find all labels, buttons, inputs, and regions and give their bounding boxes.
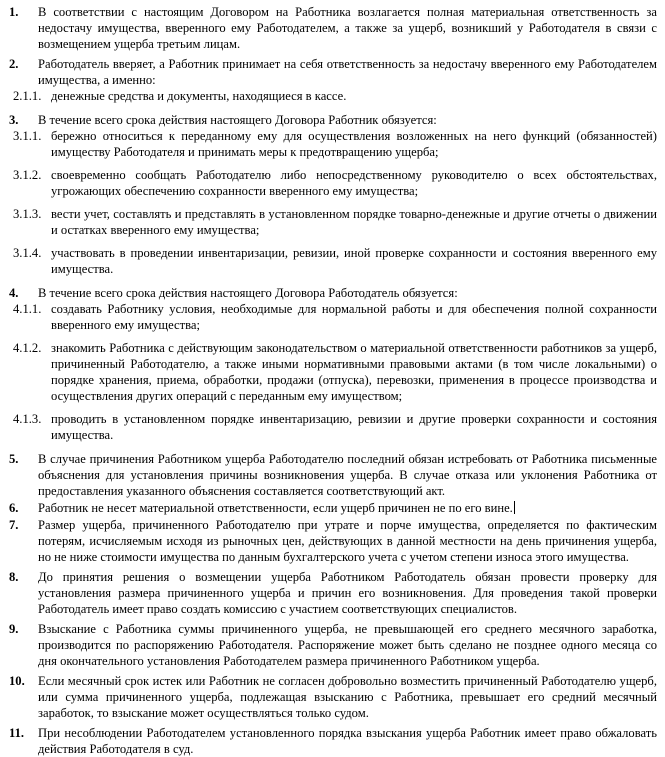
clause-number: 10. (9, 674, 25, 688)
subclause-number: 3.1.1. (13, 129, 42, 143)
clause-3 (9, 112, 657, 128)
clause-text: В течение всего срока действия настоящего Договора Работодатель обязуется: (38, 286, 458, 300)
subclause-number: 3.1.3. (13, 207, 42, 221)
subclause-text: бережно относиться к переданному ему для осуществления возложенных на него функций (обязанностей) имуществу Работодателя и принимать меры к предотвращению ущерба; (51, 129, 657, 159)
clause-number: 8. (9, 570, 19, 584)
subclause-3-1-4 (9, 245, 657, 277)
subclause-number: 4.1.1. (13, 302, 42, 316)
subclause-text: проводить в установленном порядке инвентаризацию, ревизии и другие проверки сохранности и состояния имущества. (51, 412, 657, 442)
clause-text: Взыскание с Работника суммы причиненного ущерба, не превышающей его среднего месячного заработка, производится по распоряжению Работодателя. Распоряжение может быть сделано не позднее одного месяца со дня окончательного установления Работодателем размера причиненного Работником ущерба. (38, 622, 657, 668)
clause-text: До принятия решения о возмещении ущерба Работником Работодатель обязан провести проверку для установления размера причиненного ущерба и причин его возникновения. Для проведения такой проверки Работодатель имеет право создать комиссию с участием соответствующих специалистов. (38, 570, 657, 616)
clause-text: Работник не несет материальной ответственности, если ущерб причинен не по его вине. (38, 501, 513, 515)
subclause-number: 2.1.1. (13, 89, 42, 103)
clause-6 (9, 500, 657, 516)
subclause-number: 4.1.2. (13, 341, 42, 355)
clause-7 (9, 517, 657, 565)
subclause-4-1-3 (9, 411, 657, 443)
clause-9 (9, 621, 657, 669)
subclause-2-1-1 (9, 88, 657, 104)
subclause-text: знакомить Работника с действующим законодательством о материальной ответственности работников за ущерб, причиненный Работодателю, а также иными нормативными правовыми актами (в том числе локальными) о порядке хранения, приема, обработки, продажи (отпуска), перевозки, применения в процессе производства и осуществления других операций с переданным ему имуществом; (51, 341, 657, 403)
clause-text: Работодатель вверяет, а Работник принимает на себя ответственность за недостачу вверенного ему Работодателем имущества, а именно: (38, 57, 657, 87)
subclause-4-1-1 (9, 301, 657, 333)
clause-text: Размер ущерба, причиненного Работодателю при утрате и порче имущества, определяется по фактическим потерям, исчисляемым исходя из рыночных цен, действующих в данной местности на день причинения ущерба, но не ниже стоимости имущества по данным бухгалтерского учета с учетом степени износа этого имущества. (38, 518, 657, 564)
clause-4 (9, 285, 657, 301)
clause-5 (9, 451, 657, 499)
text-cursor (514, 501, 515, 514)
clause-number: 7. (9, 518, 19, 532)
subclause-text: участвовать в проведении инвентаризации, ревизии, иной проверке сохранности и состояния вверенного ему имущества. (51, 246, 657, 276)
clause-text: В случае причинения Работником ущерба Работодателю последний обязан истребовать от Работника письменные объяснения для установления причины возникновения ущерба. В случае отказа или уклонения Работника от предоставления указанного объяснения составляется соответствующий акт. (38, 452, 657, 498)
clause-1 (9, 4, 657, 52)
subclause-3-1-1 (9, 128, 657, 160)
subclause-text: денежные средства и документы, находящиеся в кассе. (51, 89, 347, 103)
clause-10 (9, 673, 657, 721)
clause-text: В течение всего срока действия настоящего Договора Работник обязуется: (38, 113, 437, 127)
subclause-number: 3.1.2. (13, 168, 42, 182)
subclause-text: вести учет, составлять и представлять в установленном порядке товарно-денежные и другие отчеты о движении и остатках вверенного ему имущества; (51, 207, 657, 237)
subclause-number: 4.1.3. (13, 412, 42, 426)
subclause-3-1-3 (9, 206, 657, 238)
clause-8 (9, 569, 657, 617)
clause-number: 4. (9, 286, 19, 300)
subclause-number: 3.1.4. (13, 246, 42, 260)
clause-number: 2. (9, 57, 19, 71)
clause-text: В соответствии с настоящим Договором на Работника возлагается полная материальная ответственность за недостачу имущества, вверенного ему Работодателем, а также за ущерб, возникший у Работодателя в связи с возмещением ущерба третьим лицам. (38, 5, 657, 51)
clause-number: 6. (9, 501, 19, 515)
clause-number: 1. (9, 5, 19, 19)
clause-number: 11. (9, 726, 25, 740)
clause-text: При несоблюдении Работодателем установленного порядка взыскания ущерба Работник имеет право обжаловать действия Работодателя в суд. (38, 726, 657, 756)
clause-number: 5. (9, 452, 19, 466)
subclause-3-1-2 (9, 167, 657, 199)
clause-number: 3. (9, 113, 19, 127)
clause-2 (9, 56, 657, 88)
subclause-4-1-2 (9, 340, 657, 404)
subclause-text: своевременно сообщать Работодателю либо непосредственному руководителю о всех обстоятельствах, угрожающих обеспечению сохранности вверенного ему имущества; (51, 168, 657, 198)
clause-11 (9, 725, 657, 757)
clause-text: Если месячный срок истек или Работник не согласен добровольно возместить причиненный Работодателю ущерб, или сумма причиненного ущерба, подлежащая взысканию с Работника, превышает его средний месячный заработок, то взыскание может осуществляться только судом. (38, 674, 657, 720)
clause-number: 9. (9, 622, 19, 636)
subclause-text: создавать Работнику условия, необходимые для нормальной работы и для обеспечения полной сохранности вверенного ему имущества; (51, 302, 657, 332)
